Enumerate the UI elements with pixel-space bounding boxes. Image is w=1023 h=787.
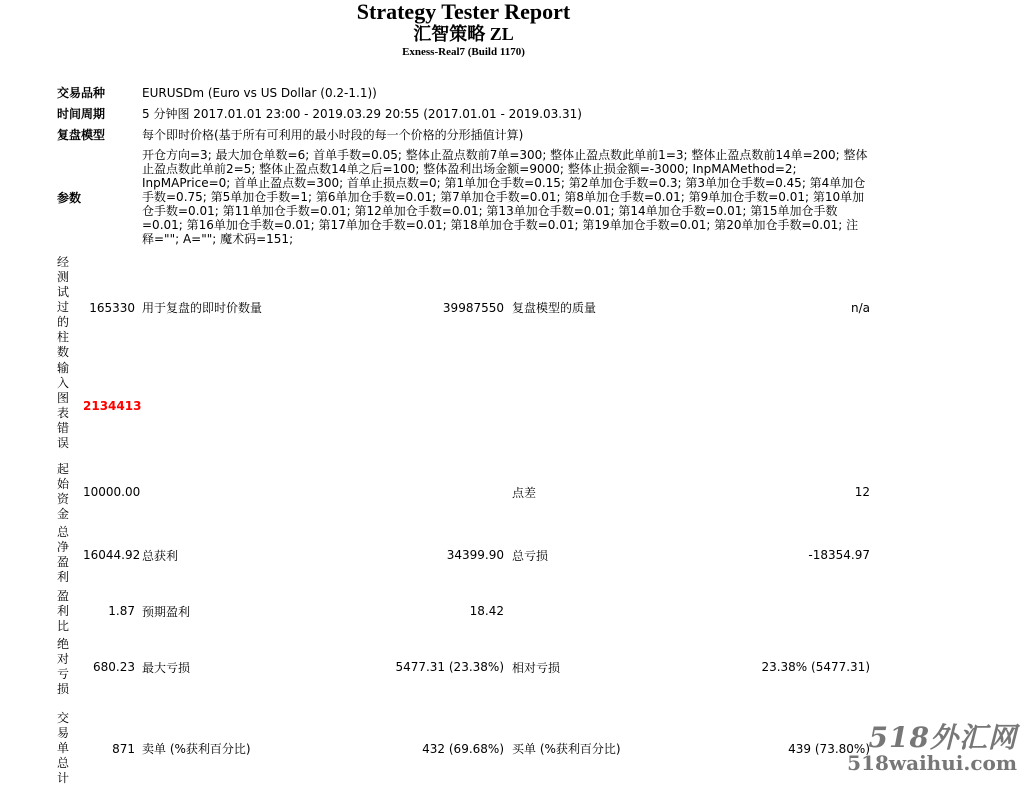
table-row: [57, 360, 870, 452]
short-positions-label: 卖单 (%获利百分比): [142, 742, 251, 756]
absolute-drawdown-label: 绝对亏损: [57, 637, 70, 696]
strategy-tester-report: [57, 0, 870, 787]
table-row: [57, 588, 870, 634]
total-trades-label: 交易单总计: [57, 711, 70, 785]
relative-drawdown-label: 相对亏损: [512, 660, 561, 675]
parameters-value: 开仓方向=3; 最大加仓单数=6; 首单手数=0.05; 整体止盈点数前7单=300; 整体止盈点数此单前1=3; 整体止盈点数前14单=200; 整体止盈点数此单前2=5; 整体止盈点数14单之后=100; 整体盈利出场金额=9000; 整体止损金额=-3000; InpMAMethod=2; InpMAPrice=0; 首单止盈点数=300; 首单止损点数=0; 第1单加仓手数=0.15; 第2单加仓手数=0.3; 第3单加仓手数=0.45; 第4单加仓手数=0.75; 第5单加仓手数=1; 第6单加仓手数=0.01; 第7单加仓手数=0.01; 第8单加仓手数=0.01; 第9单加仓手数=0.01; 第10单加仓手数=0.01; 第11单加仓手数=0.01; 第12单加仓手数=0.01; 第13单加仓手数=0.01; 第14单加仓手数=0.01; 第15单加仓手数=0.01; 第16单加仓手数=0.01; 第17单加仓手数=0.01; 第18单加仓手数=0.01; 第19单加仓手数=0.01; 第20单加仓手数=0.01; 注释=""; A=""; 魔术码=151;: [142, 148, 868, 246]
initial-deposit-value: 10000.00: [83, 485, 141, 499]
spread-label: 点差: [512, 485, 537, 500]
expected-payoff-label: 预期盈利: [142, 604, 191, 619]
modelling-quality-value: n/a: [850, 300, 870, 315]
symbol-value: EURUSDm (Euro vs US Dollar (0.2-1.1)): [142, 85, 377, 100]
profit-factor-value: 1.87: [108, 604, 135, 618]
model-row: [57, 124, 870, 145]
server-build: Exness-Real7 (Build 1170): [402, 46, 525, 58]
ticks-modelled-label: 用于复盘的即时价数量: [142, 301, 263, 315]
site-watermark: [847, 721, 1017, 775]
gross-profit-value: 34399.90: [446, 548, 504, 562]
table-row: [57, 462, 870, 522]
long-positions-value: 439 (73.80%): [788, 741, 870, 756]
bars-in-test-label: 经测试过的柱数: [57, 255, 70, 359]
bars-in-test-value: 165330: [89, 300, 135, 315]
model-label: 复盘模型: [57, 128, 106, 142]
expert-name: 汇智策略 ZL: [413, 24, 514, 44]
model-value: 每个即时价格(基于所有可利用的最小时段的每一个价格的分形插值计算): [142, 127, 524, 142]
row-spacer: [57, 700, 870, 710]
table-row: [57, 255, 870, 360]
parameters-label: 参数: [57, 190, 82, 205]
modelling-quality-label: 复盘模型的质量: [512, 301, 597, 315]
chart-errors-label: 输入图表错误: [57, 361, 70, 450]
long-positions-label: 买单 (%获利百分比): [512, 742, 621, 756]
watermark-domain: 518waihui.com: [847, 751, 1017, 775]
net-profit-value: 16044.92: [83, 548, 141, 562]
table-row: [57, 710, 870, 787]
symbol-row: [57, 82, 870, 103]
period-row: [57, 103, 870, 124]
gross-loss-label: 总亏损: [512, 548, 549, 563]
results-table: [57, 255, 870, 787]
absolute-drawdown-value: 680.23: [93, 660, 135, 674]
period-label: 时间周期: [57, 107, 106, 121]
maximal-drawdown-label: 最大亏损: [142, 660, 191, 675]
initial-deposit-label: 起始资金: [57, 462, 70, 521]
expected-payoff-value: 18.42: [469, 604, 504, 618]
gross-profit-label: 总获利: [142, 548, 179, 563]
profit-factor-label: 盈利比: [57, 588, 70, 633]
page-title: Strategy Tester Report: [356, 0, 571, 24]
report-header: [57, 0, 870, 59]
relative-drawdown-value: 23.38% (5477.31): [761, 660, 870, 674]
short-positions-value: 432 (69.68%): [422, 741, 504, 756]
symbol-label: 交易品种: [57, 86, 106, 100]
watermark-brand: 518外汇网: [868, 721, 1017, 754]
total-trades-value: 871: [112, 741, 135, 756]
test-settings-table: [57, 82, 870, 246]
chart-errors-value: 2134413: [83, 399, 142, 413]
table-row: [57, 522, 870, 588]
maximal-drawdown-value: 5477.31 (23.38%): [395, 660, 504, 674]
gross-loss-value: -18354.97: [808, 548, 870, 562]
ticks-modelled-value: 39987550: [442, 300, 504, 315]
row-spacer: [57, 452, 870, 462]
table-row: [57, 634, 870, 700]
net-profit-label: 总净盈利: [57, 525, 70, 584]
parameters-row: [57, 145, 870, 246]
spread-value: 12: [854, 485, 870, 499]
period-value: 5 分钟图 2017.01.01 23:00 - 2019.03.29 20:55 (2017.01.01 - 2019.03.31): [142, 106, 582, 121]
